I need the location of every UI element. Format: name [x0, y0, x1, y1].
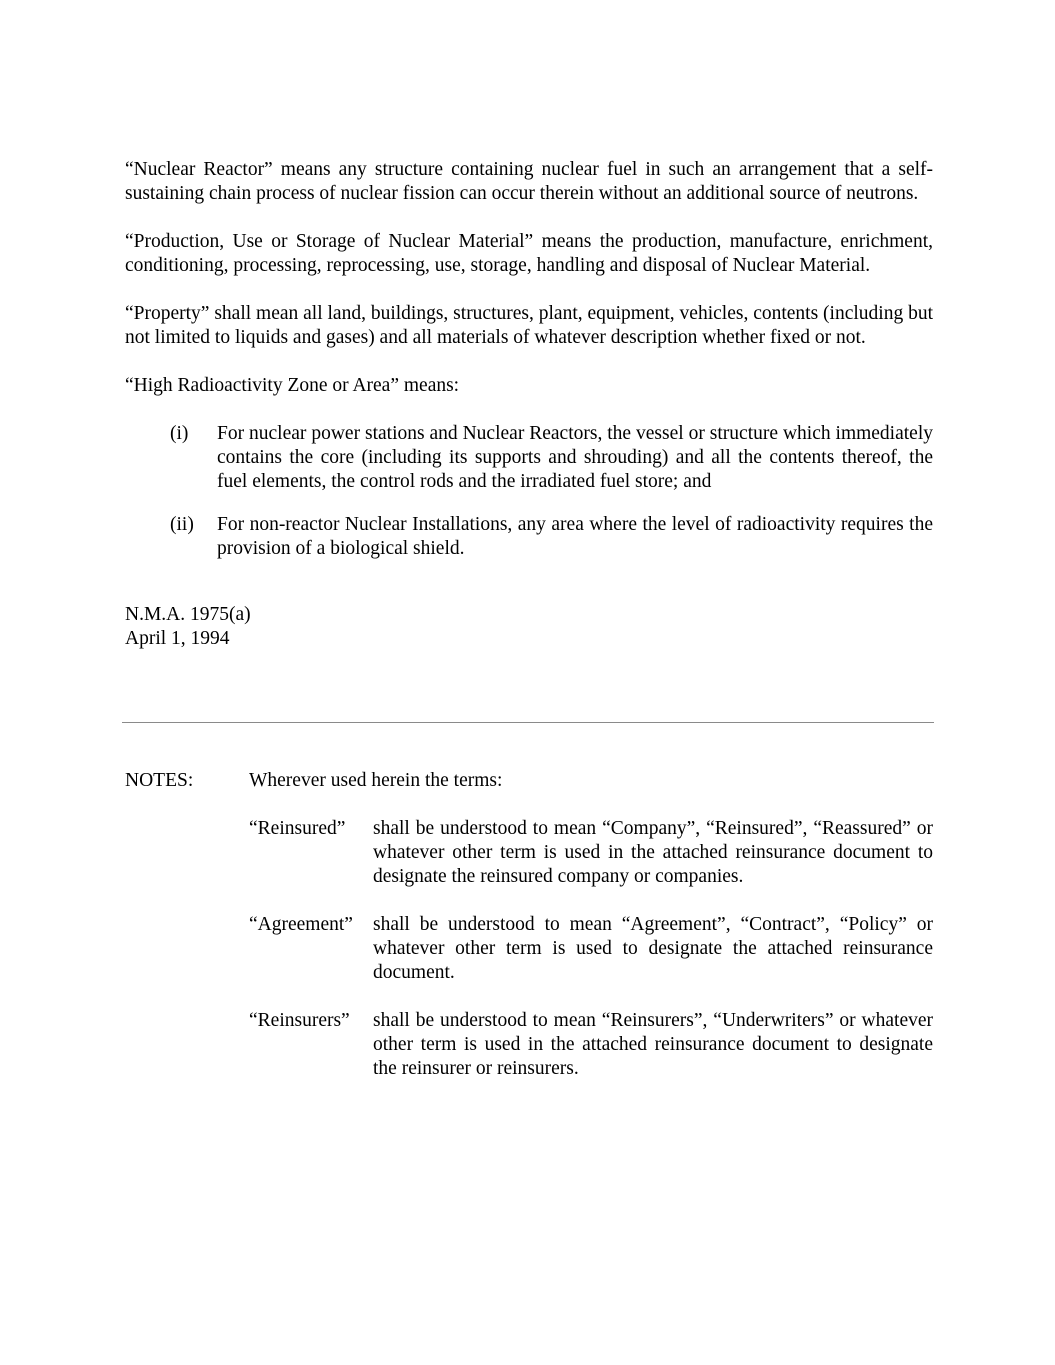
- note-term-row: [249, 817, 933, 889]
- notes-label: NOTES:: [125, 770, 194, 791]
- list-item: [170, 513, 933, 561]
- form-reference: [125, 603, 933, 651]
- list-item-number: (ii): [170, 514, 194, 535]
- list-item: [170, 422, 933, 494]
- notes-section: [125, 769, 933, 1081]
- form-code: N.M.A. 1975(a): [125, 604, 251, 625]
- list-item-number: (i): [170, 423, 189, 444]
- note-term-row: [249, 1009, 933, 1081]
- note-term-definition: shall be understood to mean “Reinsurers”, “Underwriters” or whatever other term is used in the attached reinsurance document to designate the reinsurer or reinsurers.: [373, 1010, 933, 1079]
- note-term: “Reinsurers”: [249, 1010, 350, 1031]
- definition-property: “Property” shall mean all land, buildings, structures, plant, equipment, vehicles, contents (including but not limited to liquids and gases) and all materials of whatever description whether fixed or not.: [125, 303, 933, 348]
- notes-intro: Wherever used herein the terms:: [249, 770, 503, 791]
- list-item-text: For non-reactor Nuclear Installations, any area where the level of radioactivity requires the provision of a biological shield.: [217, 514, 933, 559]
- note-term: “Reinsured”: [249, 818, 346, 839]
- definition-high-radioactivity-zone: “High Radioactivity Zone or Area” means:: [125, 375, 460, 396]
- divider: [122, 722, 934, 723]
- note-term-definition: shall be understood to mean “Company”, “Reinsured”, “Reassured” or whatever other term is used in the attached reinsurance document to designate the reinsured company or companies.: [373, 818, 933, 887]
- definition-production-use-storage: “Production, Use or Storage of Nuclear Material” means the production, manufacture, enrichment, conditioning, processing, reprocessing, use, storage, handling and disposal of Nuclear Material.: [125, 231, 933, 276]
- note-term-row: [249, 913, 933, 985]
- definition-nuclear-reactor: “Nuclear Reactor” means any structure containing nuclear fuel in such an arrangement that a self-sustaining chain process of nuclear fission can occur therein without an additional source of neutrons.: [125, 159, 933, 204]
- document-body: [125, 158, 933, 651]
- form-date: April 1, 1994: [125, 628, 230, 649]
- list-item-text: For nuclear power stations and Nuclear Reactors, the vessel or structure which immediately contains the core (including its supports and shrouding) and all the contents thereof, the fuel elements, the control rods and the irradiated fuel store; and: [217, 423, 933, 492]
- notes-header: [125, 769, 933, 793]
- note-term: “Agreement”: [249, 914, 353, 935]
- note-term-definition: shall be understood to mean “Agreement”, “Contract”, “Policy” or whatever other term is used to designate the attached reinsurance document.: [373, 914, 933, 983]
